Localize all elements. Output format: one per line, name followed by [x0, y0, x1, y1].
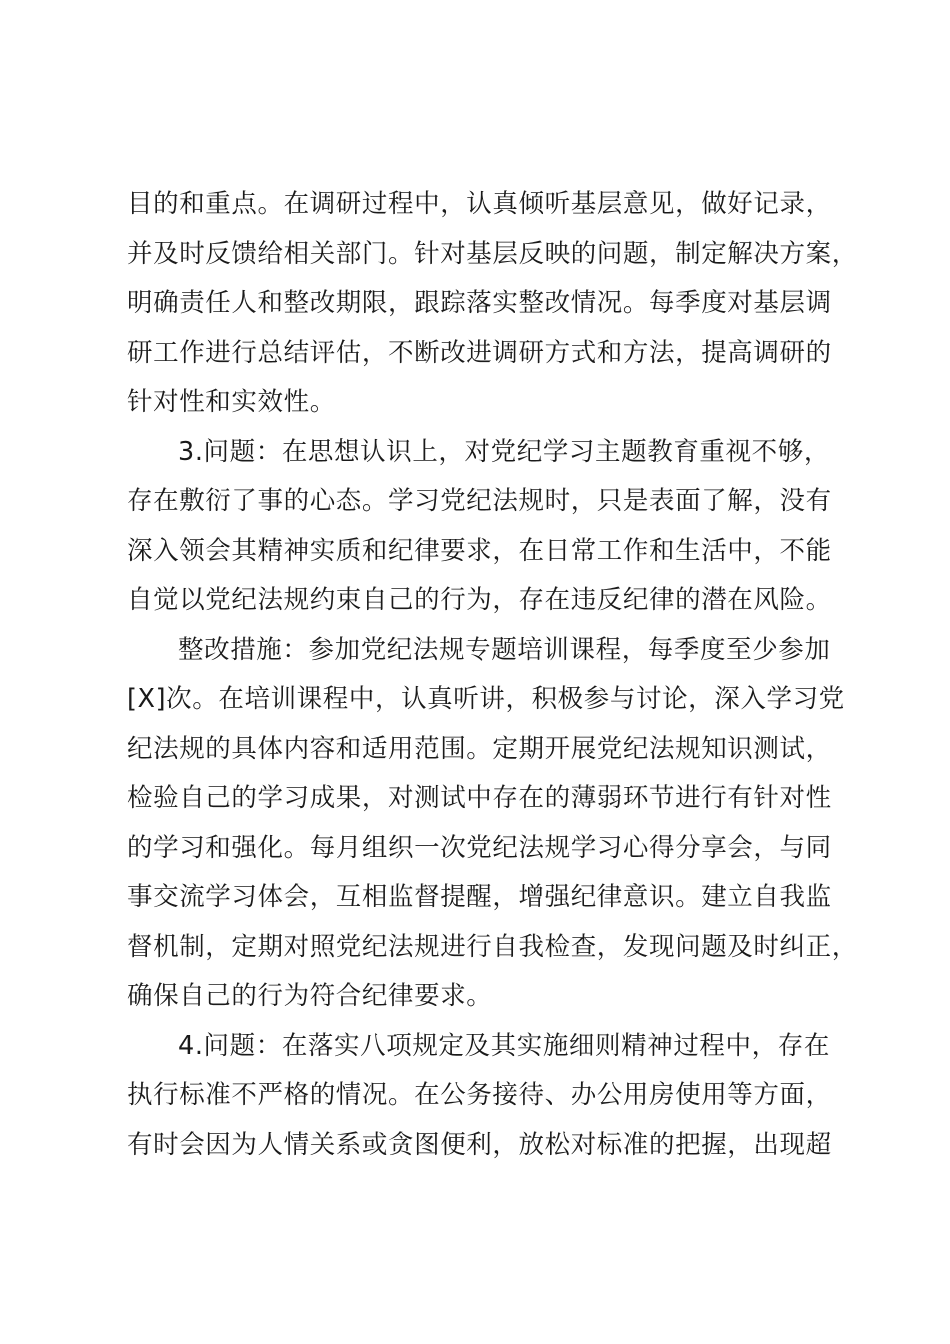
text-line: 深入领会其精神实质和纪律要求，在日常工作和生活中，不能: [127, 535, 832, 566]
paragraph-start-line: 整改措施：参加党纪法规专题培训课程，每季度至少参加: [178, 634, 831, 665]
text-line: 目的和重点。在调研过程中，认真倾听基层意见，做好记录，: [127, 189, 832, 219]
text-line: 确保自己的行为符合纪律要求。: [127, 981, 493, 1011]
text-line: 纪法规的具体内容和适用范围。定期开展党纪法规知识测试，: [127, 733, 832, 764]
text-line: 有时会因为人情关系或贪图便利，放松对标准的把握，出现超: [127, 1129, 832, 1160]
text-line: 的学习和强化。每月组织一次党纪法规学习心得分享会，与同: [127, 832, 832, 863]
paragraph-start-line: 4.问题：在落实八项规定及其实施细则精神过程中，存在: [178, 1030, 830, 1061]
text-line: 检验自己的学习成果，对测试中存在的薄弱环节进行有针对性: [127, 783, 832, 813]
text-line: 自觉以党纪法规约束自己的行为，存在违反纪律的潜在风险。: [127, 585, 832, 615]
text-line: 针对性和实效性。: [127, 387, 336, 417]
text-line: 明确责任人和整改期限，跟踪落实整改情况。每季度对基层调: [127, 288, 832, 318]
paragraph-start-line: 3.问题：在思想认识上，对党纪学习主题教育重视不够，: [178, 436, 830, 467]
text-line: 存在敷衍了事的心态。学习党纪法规时，只是表面了解，没有: [127, 486, 832, 516]
text-line: 执行标准不严格的情况。在公务接待、办公用房使用等方面，: [127, 1080, 832, 1110]
document-body: [127, 180, 858, 1170]
text-line: 并及时反馈给相关部门。针对基层反映的问题，制定解决方案，: [127, 238, 858, 269]
text-line: 研工作进行总结评估，不断改进调研方式和方法，提高调研的: [127, 337, 832, 368]
text-line: 事交流学习体会，互相监督提醒，增强纪律意识。建立自我监: [127, 882, 832, 912]
text-line: [X]次。在培训课程中，认真听讲，积极参与讨论，深入学习党: [127, 684, 845, 714]
text-line: 督机制，定期对照党纪法规进行自我检查，发现问题及时纠正，: [127, 931, 858, 962]
